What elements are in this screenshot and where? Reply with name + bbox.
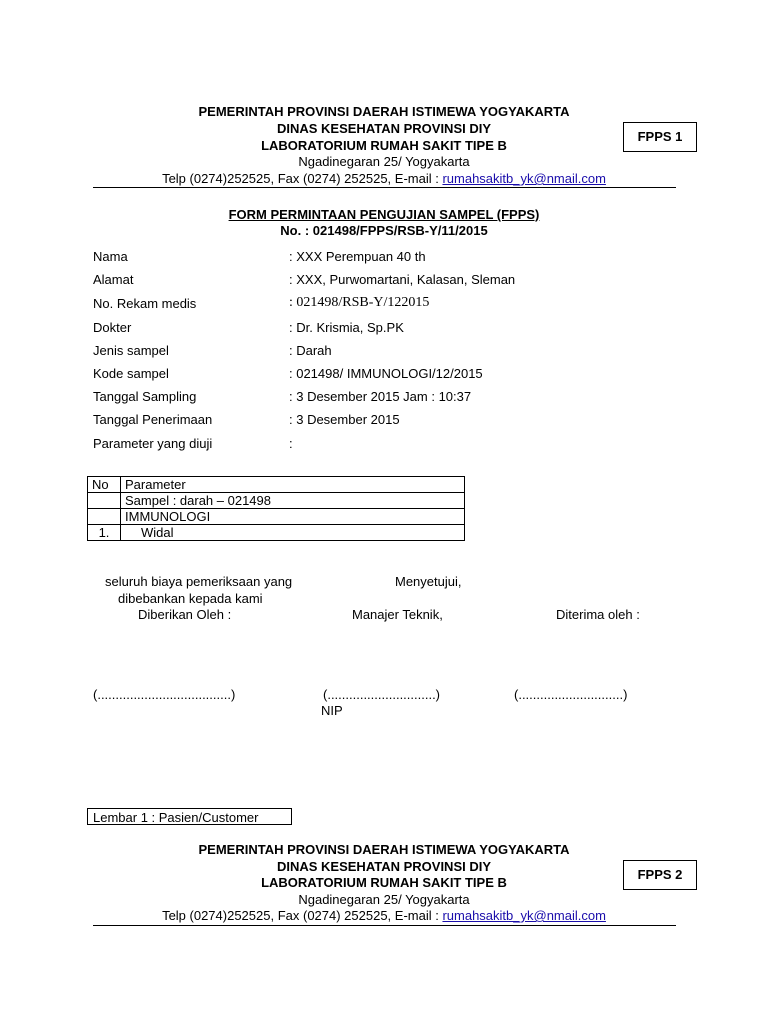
table-cell-parameter: IMMUNOLOGI: [121, 509, 465, 525]
contact-line: [0, 907, 768, 924]
field-label-dokter: Dokter: [93, 320, 132, 335]
table-cell-parameter: Widal: [121, 525, 465, 541]
field-label-rekam-medis: No. Rekam medis: [93, 296, 197, 311]
field-value-tanggal-sampling: : 3 Desember 2015 Jam : 10:37: [289, 389, 472, 404]
field-label-alamat: Alamat: [93, 272, 134, 287]
agency-title: DINAS KESEHATAN PROVINSI DIY: [276, 859, 492, 874]
field-value-kode-sampel: : 021498/ IMMUNOLOGI/12/2015: [289, 366, 483, 381]
table-cell-no: [88, 493, 121, 509]
form-title: FORM PERMINTAAN PENGUJIAN SAMPEL (FPPS): [228, 207, 540, 222]
table-row: [88, 525, 465, 541]
email-link[interactable]: rumahsakitb_yk@nmail.com: [442, 171, 606, 186]
table-header-no: No: [88, 477, 121, 493]
contact-text: Telp (0274)252525, Fax (0274) 252525, E-mail :: [162, 171, 443, 186]
field-label-tanggal-sampling: Tanggal Sampling: [93, 389, 197, 404]
table-header-row: [88, 477, 465, 493]
gov-title: PEMERINTAH PROVINSI DAERAH ISTIMEWA YOGYAKARTA: [198, 842, 570, 857]
signature-line-giver: (.....................................): [93, 687, 236, 702]
field-label-nama: Nama: [93, 249, 128, 264]
field-value-dokter: : Dr. Krismia, Sp.PK: [289, 320, 404, 335]
signature-line-manager: (..............................): [323, 687, 441, 702]
field-label-tanggal-penerimaan: Tanggal Penerimaan: [93, 412, 213, 427]
address: Ngadinegaran 25/ Yogyakarta: [298, 892, 470, 907]
parameter-table: [87, 476, 465, 541]
field-value-tanggal-penerimaan: : 3 Desember 2015: [289, 412, 400, 427]
cost-statement-line2: dibebankan kepada kami: [118, 591, 263, 606]
field-label-kode-sampel: Kode sampel: [93, 366, 169, 381]
given-by-label: Diberikan Oleh :: [138, 607, 232, 622]
field-value-jenis-sampel: : Darah: [289, 343, 332, 358]
tech-manager-label: Manajer Teknik,: [352, 607, 443, 622]
field-value-rekam-medis: : 021498/RSB-Y/122015: [289, 295, 430, 310]
lab-title: LABORATORIUM RUMAH SAKIT TIPE B: [261, 875, 507, 890]
field-label-jenis-sampel: Jenis sampel: [93, 343, 169, 358]
contact-line: [0, 170, 768, 187]
cost-statement-line1: seluruh biaya pemeriksaan yang: [105, 574, 293, 589]
gov-title: PEMERINTAH PROVINSI DAERAH ISTIMEWA YOGYAKARTA: [198, 104, 570, 119]
table-row: [88, 509, 465, 525]
agency-title: DINAS KESEHATAN PROVINSI DIY: [276, 121, 492, 136]
approval-label: Menyetujui,: [395, 574, 462, 589]
form-code-badge: FPPS 1: [623, 122, 697, 152]
lab-title: LABORATORIUM RUMAH SAKIT TIPE B: [261, 138, 507, 153]
field-value-parameter: :: [289, 436, 293, 451]
field-value-alamat: : XXX, Purwomartani, Kalasan, Sleman: [289, 272, 516, 287]
header-divider: [93, 925, 676, 926]
received-by-label: Diterima oleh :: [556, 607, 640, 622]
header-divider: [93, 187, 676, 188]
table-row: [88, 493, 465, 509]
table-cell-no: [88, 509, 121, 525]
field-label-parameter: Parameter yang diuji: [93, 436, 213, 451]
table-header-parameter: Parameter: [121, 477, 465, 493]
contact-text: Telp (0274)252525, Fax (0274) 252525, E-mail :: [162, 908, 443, 923]
field-value-nama: : XXX Perempuan 40 th: [289, 249, 426, 264]
copy-label-box: Lembar 1 : Pasien/Customer: [87, 808, 292, 825]
signature-line-receiver: (.............................): [514, 687, 628, 702]
email-link[interactable]: rumahsakitb_yk@nmail.com: [442, 908, 606, 923]
table-cell-parameter: Sampel : darah – 021498: [121, 493, 465, 509]
table-cell-no: 1.: [88, 525, 121, 541]
form-number: No. : 021498/FPPS/RSB-Y/11/2015: [280, 223, 488, 238]
address: Ngadinegaran 25/ Yogyakarta: [298, 154, 470, 169]
form-code-badge: FPPS 2: [623, 860, 697, 890]
nip-label: NIP: [321, 703, 343, 718]
